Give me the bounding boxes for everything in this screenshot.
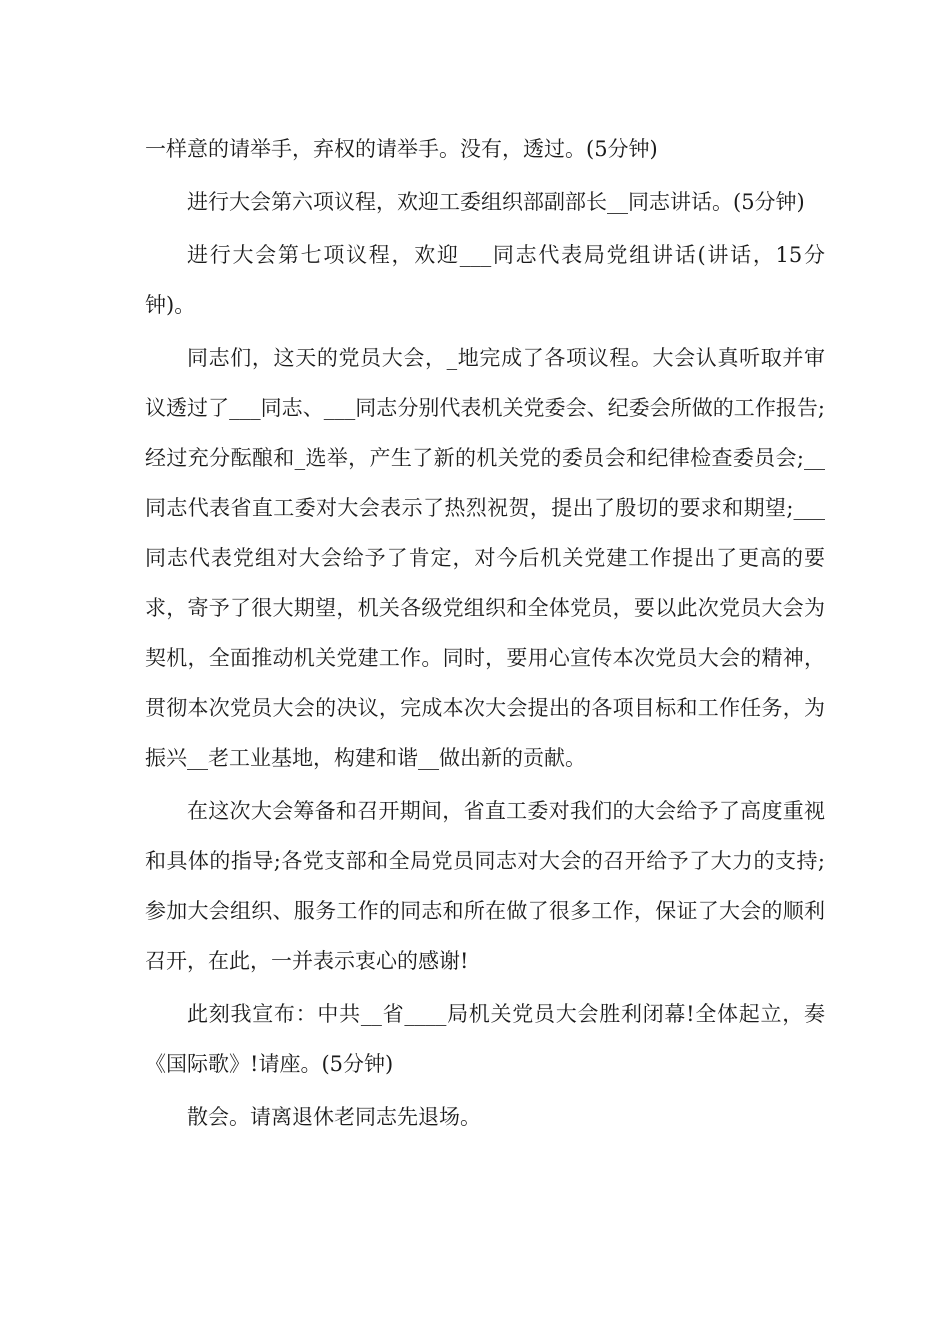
paragraph-5: 在这次大会筹备和召开期间，省直工委对我们的大会给予了高度重视和具体的指导;各党支部和全局党员同志对大会的召开给予了大力的支持;参加大会组织、服务工作的同志和所在做了很多工作，保证了大会的顺利召开，在此，一并表示衷心的感谢! [145, 799, 825, 973]
paragraph-6: 此刻我宣布：中共__省____局机关党员大会胜利闭幕!全体起立，奏《国际歌》!请座。(5分钟) [145, 1002, 825, 1076]
paragraph-3: 进行大会第七项议程，欢迎___同志代表局党组讲话(讲话，15分钟)。 [145, 243, 825, 317]
paragraph-7: 散会。请离退休老同志先退场。 [187, 1105, 481, 1129]
paragraph-4: 同志们，这天的党员大会，_地完成了各项议程。大会认真听取并审议透过了___同志、___同志分别代表机关党委会、纪委会所做的工作报告;经过充分酝酿和_选举，产生了新的机关党的委员会和纪律检查委员会;__同志代表省直工委对大会表示了热烈祝贺，提出了殷切的要求和期望;___同志代表党组对大会给予了肯定，对今后机关党建工作提出了更高的要求，寄予了很大期望，机关各级党组织和全体党员，要以此次党员大会为契机，全面推动机关党建工作。同时，要用心宣传本次党员大会的精神，贯彻本次党员大会的决议，完成本次大会提出的各项目标和工作任务，为振兴__老工业基地，构建和谐__做出新的贡献。 [145, 346, 825, 770]
paragraph-2: 进行大会第六项议程，欢迎工委组织部副部长__同志讲话。(5分钟) [187, 190, 805, 214]
document-body [145, 124, 825, 1145]
paragraph-1: 一样意的请举手，弃权的请举手。没有，透过。(5分钟) [145, 137, 658, 161]
